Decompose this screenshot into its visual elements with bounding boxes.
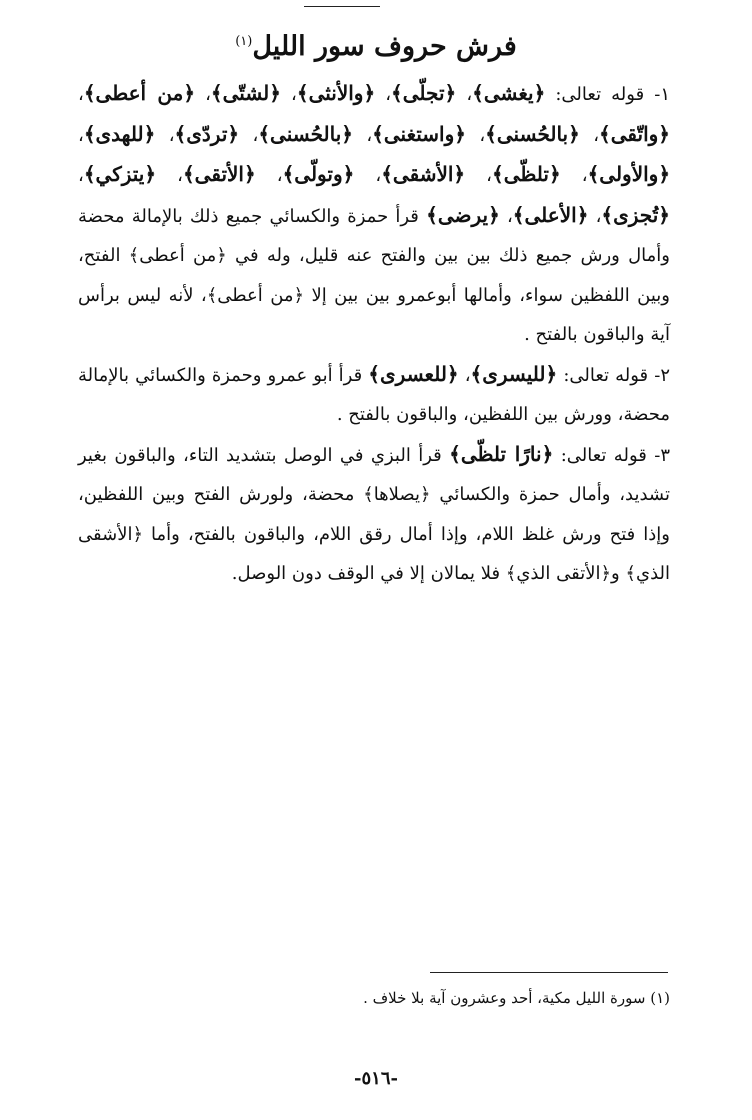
quran-word: ﴿بالحُسنى﴾ xyxy=(258,121,353,146)
quran-word: ﴿لشتّى﴾ xyxy=(210,81,281,105)
quran-word-list: ﴿يغشى﴾، ﴿تجلّى﴾، ﴿والأنثى﴾، ﴿لشتّى﴾، ﴿من أعطى﴾، ﴿واتّقى﴾، ﴿بالحُسنى﴾، ﴿واستغنى﴾، ﴿بالحُسنى﴾، ﴿تردّى﴾، ﴿للهدى﴾، ﴿والأولى﴾، ﴿تلظّى﴾، ﴿الأشقى﴾، ﴿وتولّى﴾، ﴿الأتقى﴾، ﴿يتزكي﴾، ﴿تُجزى﴾، ﴿الأعلى﴾، ﴿يرضى﴾ xyxy=(78,81,671,227)
quran-word: ﴿يرضى﴾ xyxy=(426,202,500,227)
quran-word: ﴿للهدى﴾ xyxy=(83,121,156,146)
quran-word: ﴿تلظّى﴾ xyxy=(492,162,561,186)
title-text: فرش حروف سور الليل xyxy=(252,31,517,62)
footnote-rule xyxy=(430,972,668,973)
paragraph-text: قرأ حمزة والكسائي جميع ذلك بالإمالة محضة وأمال ورش جميع ذلك بين بين والفتح عنه قليل، وله في ﴿من أعطى﴾ الفتح، وبين اللفظين سواء، وأمالها أبوعمرو بين بين إلا ﴿من أعطى﴾، لأنه ليس برأس آية والباقون بالفتح . xyxy=(78,205,670,345)
quran-word: ﴿نارًا تلظّى﴾ xyxy=(449,441,554,466)
paragraph-3 xyxy=(78,435,670,594)
quran-word: ﴿والأولى﴾ xyxy=(587,162,671,186)
paragraph-1 xyxy=(78,74,670,355)
paragraph-number: ٣- xyxy=(654,444,670,466)
paragraph-lead: قوله تعالى: xyxy=(563,364,649,386)
quran-word: ﴿تردّى﴾ xyxy=(174,121,240,146)
footnote: (١) سورة الليل مكية، أحد وعشرون آية بلا خلاف . xyxy=(363,989,670,1007)
main-text xyxy=(78,74,670,594)
paragraph-number: ١- xyxy=(654,84,671,105)
quran-word: ﴿والأنثى﴾ xyxy=(296,81,376,105)
quran-word: ﴿لليسرى﴾ xyxy=(470,361,558,386)
paragraph-lead: قوله تعالى: xyxy=(560,444,647,466)
title-note-marker: (١) xyxy=(235,34,253,49)
paragraph-2 xyxy=(78,355,670,435)
paragraph-text: قرأ البزي في الوصل بتشديد التاء، والباقون بغير تشديد، وأمال حمزة والكسائي ﴿يصلاها﴾ محضة، ولورش الفتح وبين اللفظين، وإذا فتح ورش غلظ اللام، وإذا أمال رقق اللام، والباقون بالفتح، وأما ﴿الأشقى الذي﴾ و﴿الأتقى الذي﴾ فلا يمالان إلا في الوقف دون الوصل. xyxy=(78,444,670,584)
quran-word: ﴿الأتقى﴾ xyxy=(182,162,256,186)
page-number: -٥١٦- xyxy=(354,1068,398,1089)
quran-word-list xyxy=(442,441,554,466)
quran-word: ﴿وتولّى﴾ xyxy=(282,162,355,186)
quran-word: ﴿للعسرى﴾ xyxy=(368,361,459,386)
quran-word: ﴿يغشى﴾ xyxy=(472,81,546,105)
quran-word: ﴿تجلّى﴾ xyxy=(391,81,457,105)
quran-word: ﴿يتزكي﴾ xyxy=(83,162,157,186)
paragraph-number: ٢- xyxy=(654,364,670,386)
quran-word: ﴿تُجزى﴾ xyxy=(601,202,670,227)
quran-word: ﴿بالحُسنى﴾ xyxy=(485,121,580,146)
quran-word-list: ﴿لليسرى﴾، ﴿للعسرى﴾ xyxy=(368,361,558,386)
top-rule xyxy=(304,6,380,7)
quran-word: ﴿الأشقى﴾ xyxy=(381,162,466,186)
quran-word: ﴿من أعطى﴾ xyxy=(83,81,196,105)
quran-word: ﴿واستغنى﴾ xyxy=(372,121,466,146)
paragraph-lead: قوله تعالى: xyxy=(555,84,645,105)
page-title xyxy=(0,22,752,67)
quran-word: ﴿الأعلى﴾ xyxy=(512,202,589,227)
paragraph-text: قرأ أبو عمرو وحمزة والكسائي بالإمالة محضة، وورش بين اللفظين، والباقون بالفتح . xyxy=(78,364,670,425)
quran-word: ﴿واتّقى﴾ xyxy=(599,121,671,146)
